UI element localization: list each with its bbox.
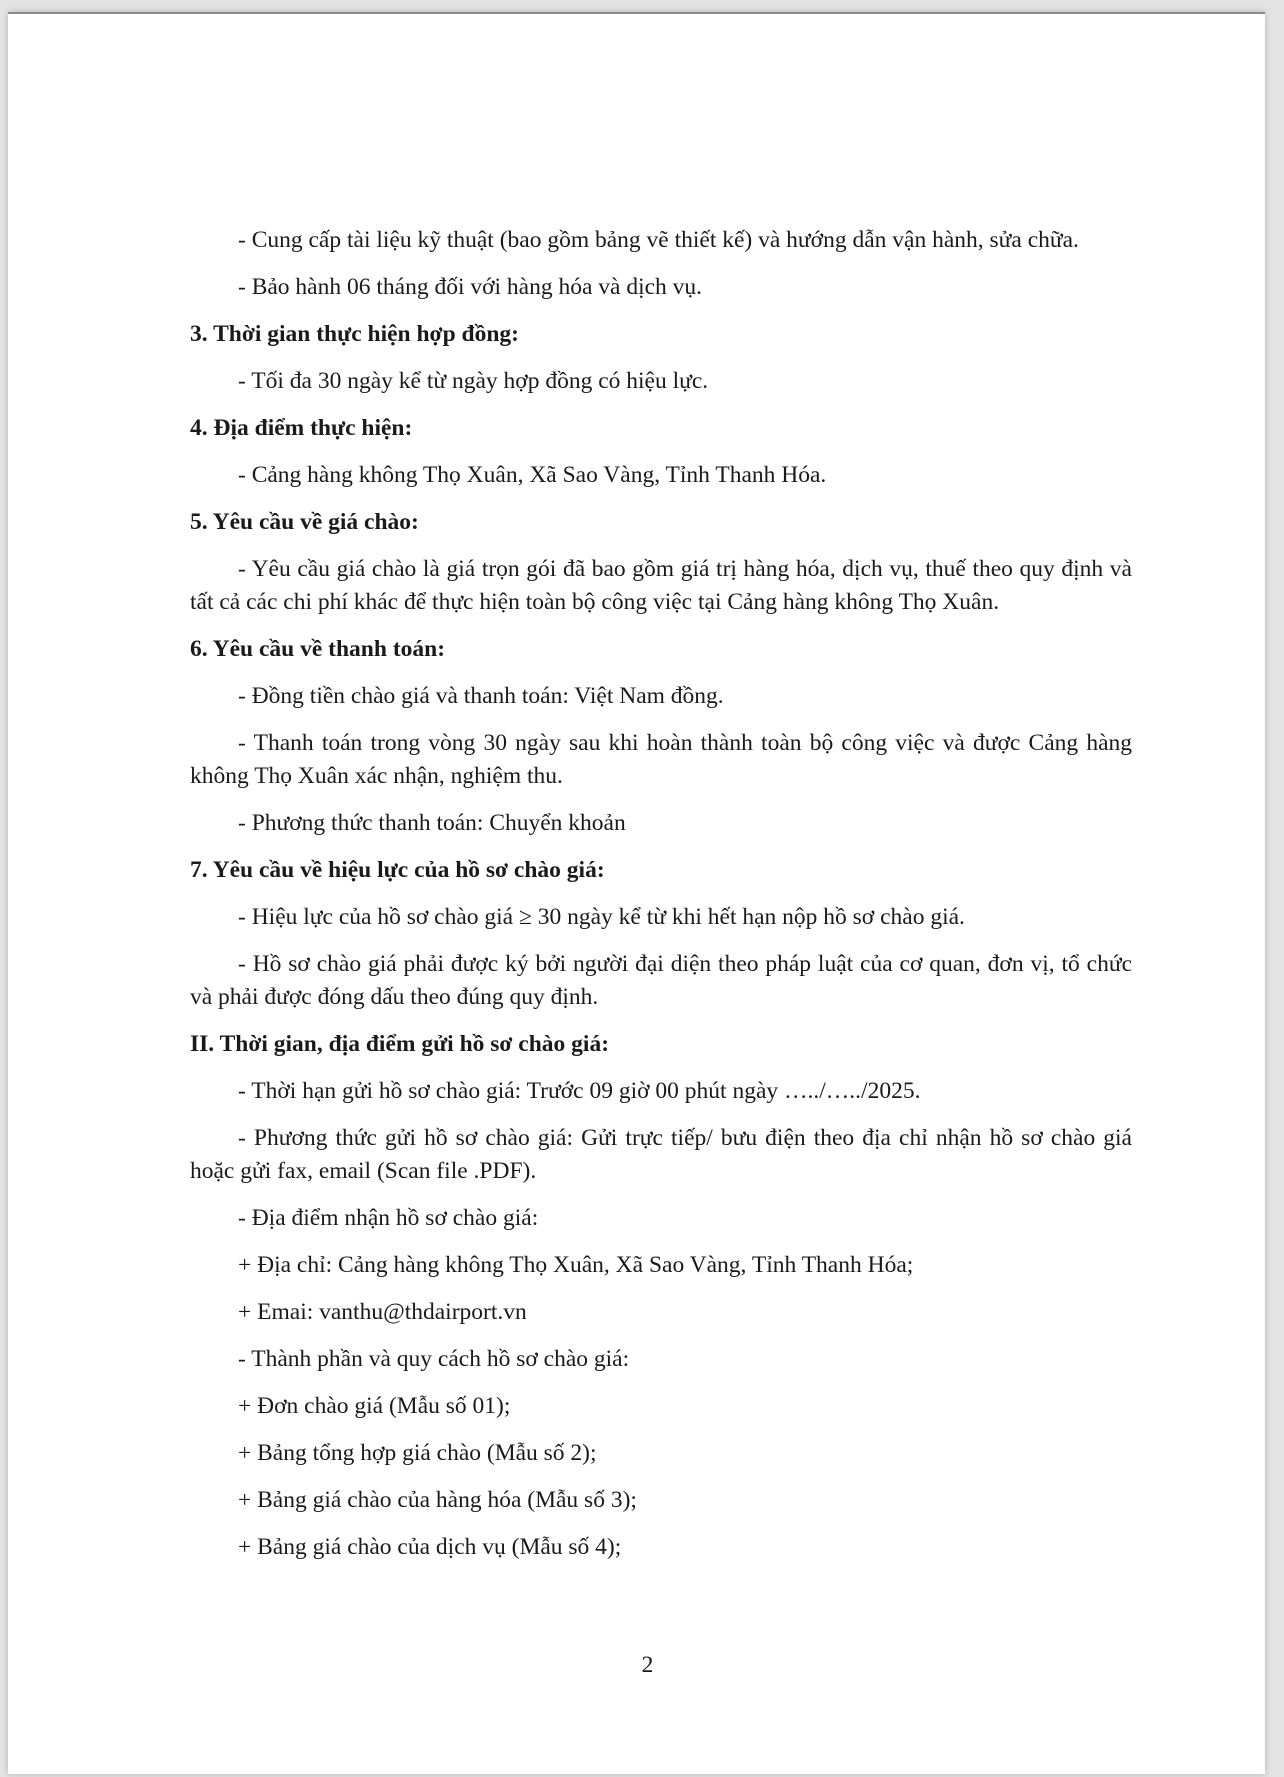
- list-item-address: + Địa chỉ: Cảng hàng không Thọ Xuân, Xã Sao Vàng, Tỉnh Thanh Hóa;: [238, 1252, 914, 1278]
- section-heading-validity: 7. Yêu cầu về hiệu lực của hồ sơ chào giá:: [190, 857, 605, 883]
- paragraph-validity-period: - Hiệu lực của hồ sơ chào giá ≥ 30 ngày kể từ khi hết hạn nộp hồ sơ chào giá.: [238, 904, 965, 930]
- paragraph-payment-method: - Phương thức thanh toán: Chuyển khoản: [238, 810, 626, 836]
- paragraph-warranty: - Bảo hành 06 tháng đối với hàng hóa và dịch vụ.: [238, 274, 703, 300]
- paragraph-composition: - Thành phần và quy cách hồ sơ chào giá:: [238, 1346, 630, 1372]
- section-heading-price-requirements: 5. Yêu cầu về giá chào:: [190, 509, 419, 535]
- paragraph-currency: - Đồng tiền chào giá và thanh toán: Việt Nam đồng.: [238, 683, 724, 709]
- list-item-form-3: + Bảng giá chào của hàng hóa (Mẫu số 3);: [238, 1487, 637, 1513]
- list-item-form-2: + Bảng tổng hợp giá chào (Mẫu số 2);: [238, 1440, 597, 1466]
- section-heading-location: 4. Địa điểm thực hiện:: [190, 415, 413, 441]
- paragraph-submission-method: - Phương thức gửi hồ sơ chào giá: Gửi trực tiếp/ bưu điện theo địa chỉ nhận hồ sơ chào giá hoặc gửi fax, email (Scan file .PDF).: [190, 1125, 1132, 1184]
- paragraph-deadline: - Thời hạn gửi hồ sơ chào giá: Trước 09 giờ 00 phút ngày …../…../2025.: [238, 1078, 921, 1104]
- section-heading-contract-time: 3. Thời gian thực hiện hợp đồng:: [190, 321, 519, 347]
- paragraph-technical-docs: - Cung cấp tài liệu kỹ thuật (bao gồm bảng vẽ thiết kế) và hướng dẫn vận hành, sửa chữa.: [238, 227, 1079, 253]
- list-item-form-01: + Đơn chào giá (Mẫu số 01);: [238, 1393, 511, 1419]
- list-item-form-4: + Bảng giá chào của dịch vụ (Mẫu số 4);: [238, 1534, 622, 1560]
- paragraph-signature-requirement: - Hồ sơ chào giá phải được ký bởi người đại diện theo pháp luật của cơ quan, đơn vị, tổ chức và phải được đóng dấu theo đúng quy định.: [190, 951, 1132, 1010]
- page-number: 2: [641, 1652, 654, 1678]
- section-heading-submission: II. Thời gian, địa điểm gửi hồ sơ chào giá:: [190, 1031, 610, 1057]
- paragraph-location: - Cảng hàng không Thọ Xuân, Xã Sao Vàng, Tỉnh Thanh Hóa.: [238, 462, 827, 488]
- document-body: [190, 224, 1132, 1578]
- paragraph-package-price: - Yêu cầu giá chào là giá trọn gói đã bao gồm giá trị hàng hóa, dịch vụ, thuế theo quy định và tất cả các chi phí khác để thực hiện toàn bộ công việc tại Cảng hàng không Thọ Xuân.: [190, 556, 1132, 615]
- list-item-email: + Emai: vanthu@thdairport.vn: [238, 1299, 527, 1325]
- paragraph-receiving-location: - Địa điểm nhận hồ sơ chào giá:: [238, 1205, 539, 1231]
- paragraph-payment-terms: - Thanh toán trong vòng 30 ngày sau khi hoàn thành toàn bộ công việc và được Cảng hàng không Thọ Xuân xác nhận, nghiệm thu.: [190, 730, 1132, 789]
- paragraph-max-days: - Tối đa 30 ngày kể từ ngày hợp đồng có hiệu lực.: [238, 368, 709, 394]
- document-page: [8, 12, 1265, 1774]
- section-heading-payment: 6. Yêu cầu về thanh toán:: [190, 636, 446, 662]
